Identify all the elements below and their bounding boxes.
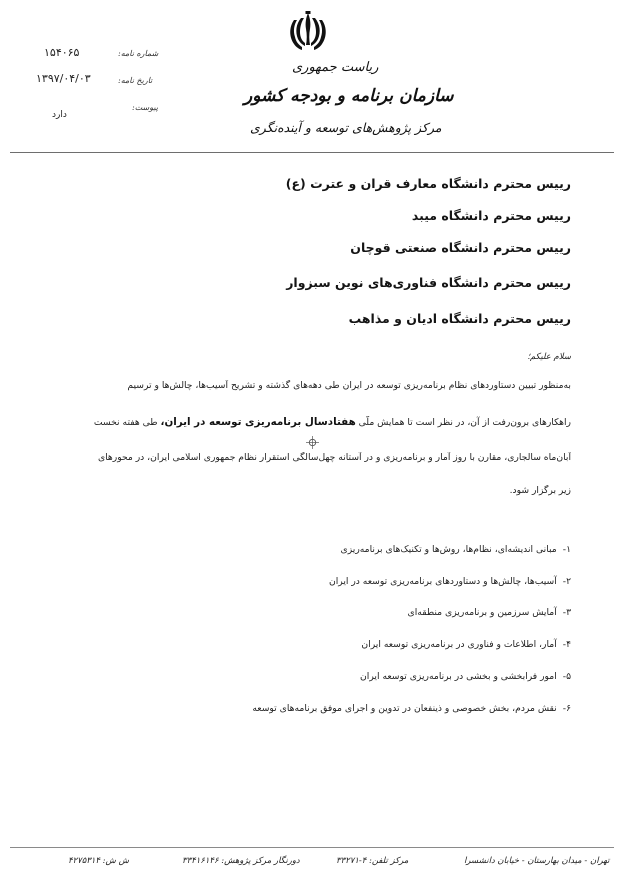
addressee-line: رییس محترم دانشگاه میبد bbox=[411, 208, 571, 223]
topic-item bbox=[360, 671, 571, 682]
topic-item bbox=[329, 576, 571, 587]
footer-phone: مرکز تلفن: ۴-۳۳۲۷۱ bbox=[336, 856, 409, 866]
iran-emblem-icon bbox=[286, 10, 330, 52]
topic-item bbox=[361, 639, 571, 650]
topic-number: ۱- bbox=[562, 544, 571, 555]
presidency-title: ریاست جمهوری bbox=[292, 60, 379, 75]
topic-number: ۵- bbox=[562, 671, 571, 682]
topic-text: امور فرابخشی و بخشی در برنامه‌ریزی توسعه ایران bbox=[360, 671, 557, 682]
topic-number: ۳- bbox=[562, 607, 571, 618]
body-line: به‌منظور تبیین دستاوردهای نظام برنامه‌ریزی توسعه در ایران طی دهه‌های گذشته و تشریح آسیب‌ها، چالش‌ها و ترسیم bbox=[127, 380, 571, 391]
topic-text: مبانی اندیشه‌ای، نظام‌ها، روش‌ها و تکنیک‌های برنامه‌ریزی bbox=[340, 544, 557, 555]
topic-item bbox=[408, 607, 571, 618]
conference-title: هفتادسال برنامه‌ریزی توسعه در ایران، bbox=[160, 416, 356, 428]
topic-item bbox=[341, 544, 572, 555]
addressee-line: رییس محترم دانشگاه صنعتی قوچان bbox=[350, 240, 571, 255]
attachment-label: پیوست: bbox=[132, 103, 159, 112]
organization-name: سازمان برنامه و بودجه کشور bbox=[244, 86, 454, 106]
letter-number-label: شماره نامه: bbox=[118, 49, 159, 58]
letter-date-value: ۱۳۹۷/۰۴/۰۳ bbox=[36, 72, 91, 85]
addressee-line: رییس محترم دانشگاه معارف قران و عترت (ع) bbox=[285, 176, 571, 191]
attachment-value: دارد bbox=[52, 110, 67, 120]
footer-divider bbox=[10, 847, 614, 848]
letter-number-value: ۱۵۴۰۶۵ bbox=[44, 46, 80, 59]
header-divider bbox=[10, 152, 614, 153]
topic-number: ۴- bbox=[562, 639, 571, 650]
topic-text: آسیب‌ها، چالش‌ها و دستاوردهای برنامه‌ریزی توسعه در ایران bbox=[328, 576, 557, 587]
footer-fax: دورنگار مرکز پژوهش: ۳۳۴۱۶۱۴۶ bbox=[182, 856, 300, 866]
topic-number: ۲- bbox=[562, 576, 571, 587]
greeting: سلام علیکم؛ bbox=[527, 352, 571, 362]
topic-item bbox=[252, 703, 571, 714]
topic-number: ۶- bbox=[562, 703, 571, 714]
body-line: آبان‌ماه سالجاری، مقارن با روز آمار و برنامه‌ریزی و در آستانه چهل‌سالگی استقرار نظام جمهوری اسلامی ایران، در محورهای bbox=[97, 452, 571, 463]
topic-text: نقش مردم، بخش خصوصی و ذینفعان در تدوین و اجرای موفق برنامه‌های توسعه bbox=[252, 703, 557, 714]
body-line: زیر برگزار شود. bbox=[509, 485, 571, 496]
letter-date-label: تاریخ نامه: bbox=[118, 76, 153, 85]
topic-text: آمایش سرزمین و برنامه‌ریزی منطقه‌ای bbox=[407, 607, 557, 618]
footer-address: تهران - میدان بهارستان - خیابان دانشسرا bbox=[464, 856, 610, 866]
footer-postal: ش ش: ۴۲۷۵۳۱۴ bbox=[68, 856, 129, 866]
body-text: راهکارهای برون‌رفت از آن، در نظر است تا همایش ملّی bbox=[358, 417, 571, 428]
addressee-line: رییس محترم دانشگاه فناوری‌های نوین سبزوار bbox=[286, 275, 571, 290]
body-line bbox=[49, 416, 571, 428]
addressee-line: رییس محترم دانشگاه ادیان و مذاهب bbox=[348, 311, 571, 326]
center-name: مرکز پژوهش‌های توسعه و آینده‌نگری bbox=[250, 120, 442, 135]
crosshair-mark-icon bbox=[306, 436, 319, 449]
topic-text: آمار، اطلاعات و فناوری در برنامه‌ریزی توسعه ایران bbox=[361, 639, 557, 650]
body-text: طی هفته نخست bbox=[93, 417, 158, 428]
